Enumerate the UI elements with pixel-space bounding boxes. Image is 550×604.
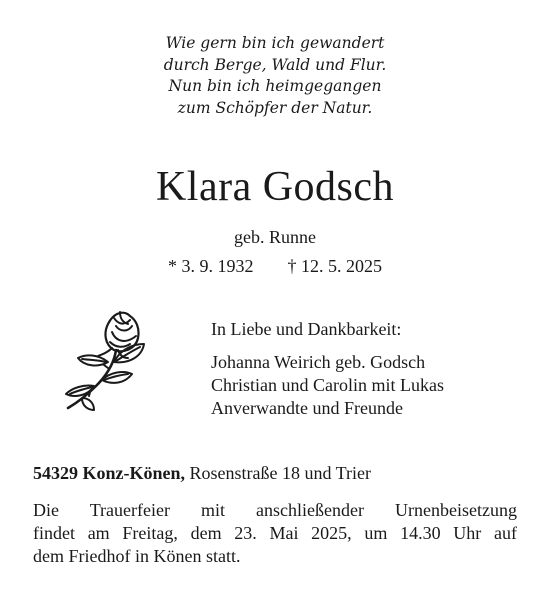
death-date: † 12. 5. 2025 [287,256,382,276]
mourner-name: Anverwandte und Freunde [211,398,403,418]
life-dates [0,255,550,277]
poem-line: zum Schöpfer der Natur. [177,98,373,117]
address-city: 54329 Konz-Könen, [33,463,186,483]
maiden-name: geb. Runne [234,227,316,247]
mourners-intro: In Liebe und Dankbarkeit: [211,319,402,339]
mourner-name: Johanna Weirich geb. Godsch [211,352,426,372]
notice-line: findet am Freitag, dem 23. Mai 2025, um 14.30 Uhr auf [33,523,517,543]
funeral-notice [33,499,517,568]
rose-icon [58,302,170,414]
poem-line: durch Berge, Wald und Flur. [163,55,387,74]
birth-date: * 3. 9. 1932 [168,256,254,276]
address [33,462,371,484]
poem-line: Nun bin ich heimgegangen [168,77,382,95]
deceased-name: Klara Godsch [155,164,395,210]
mourner-name: Christian und Carolin mit Lukas [211,375,444,395]
notice-line: Die Trauerfeier mit anschließender Urnenbeisetzung [33,500,517,520]
mourners [211,318,444,420]
poem [0,33,550,119]
notice-line: dem Friedhof in Könen statt. [33,546,241,566]
poem-line: Wie gern bin ich gewandert [165,34,385,52]
address-street: Rosenstraße 18 und Trier [189,463,372,483]
